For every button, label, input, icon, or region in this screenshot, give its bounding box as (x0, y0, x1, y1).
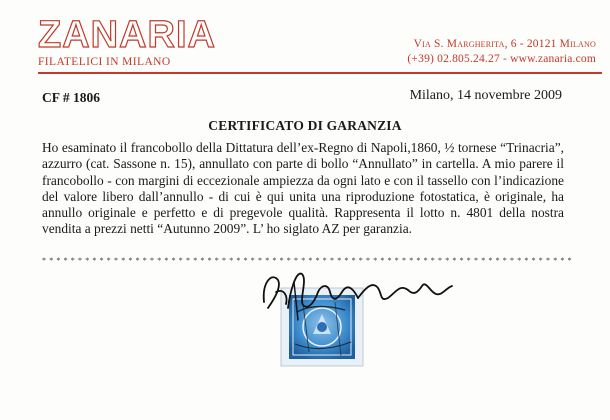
star-filler-line: * * * * * * * * * * * * * * * * * * * * * * * * * * * * * * * * * * * * * * * * * * * * * * * * * * * * * * * * * * * * * * * * * * * * * * * * * * (42, 256, 573, 265)
header-divider (38, 72, 602, 74)
contact-line: (+39) 02.805.24.27 - www.zanaria.com (407, 53, 596, 65)
company-logo (38, 16, 216, 68)
address-line: Via S. Margherita, 6 - 20121 Milano (413, 38, 596, 50)
brand-name: ZANARIA (38, 14, 216, 56)
certificate-body: Ho esaminato il francobollo della Dittatura dell’ex-Regno di Napoli,1860, ½ tornese “Trinacria”, azzurro (cat. Sassone n. 15), annullato con parte di bollo “Annullato” in cartella. A mio parere il francobollo - con margini di eccezionale ampiezza da ogni lato e con il tassello con l’indicazione del valore libero dall’annullo - di cui è qui unita una riproduzione fotostatica, è originale, ha annullo originale e perfetto e di pregevole qualità. Rappresenta il lotto n. 4801 della nostra vendita a prezzi netti “Autunno 2009”. L’ ho siglato AZ per garanzia. (42, 140, 564, 237)
certificate-number: CF # 1806 (42, 90, 100, 105)
certificate-date: Milano, 14 novembre 2009 (409, 88, 562, 103)
brand-tagline: FILATELICI IN MILANO (38, 56, 171, 68)
signature (258, 262, 468, 322)
company-address (407, 38, 596, 65)
certificate-title: CERTIFICATO DI GARANZIA (208, 118, 402, 133)
